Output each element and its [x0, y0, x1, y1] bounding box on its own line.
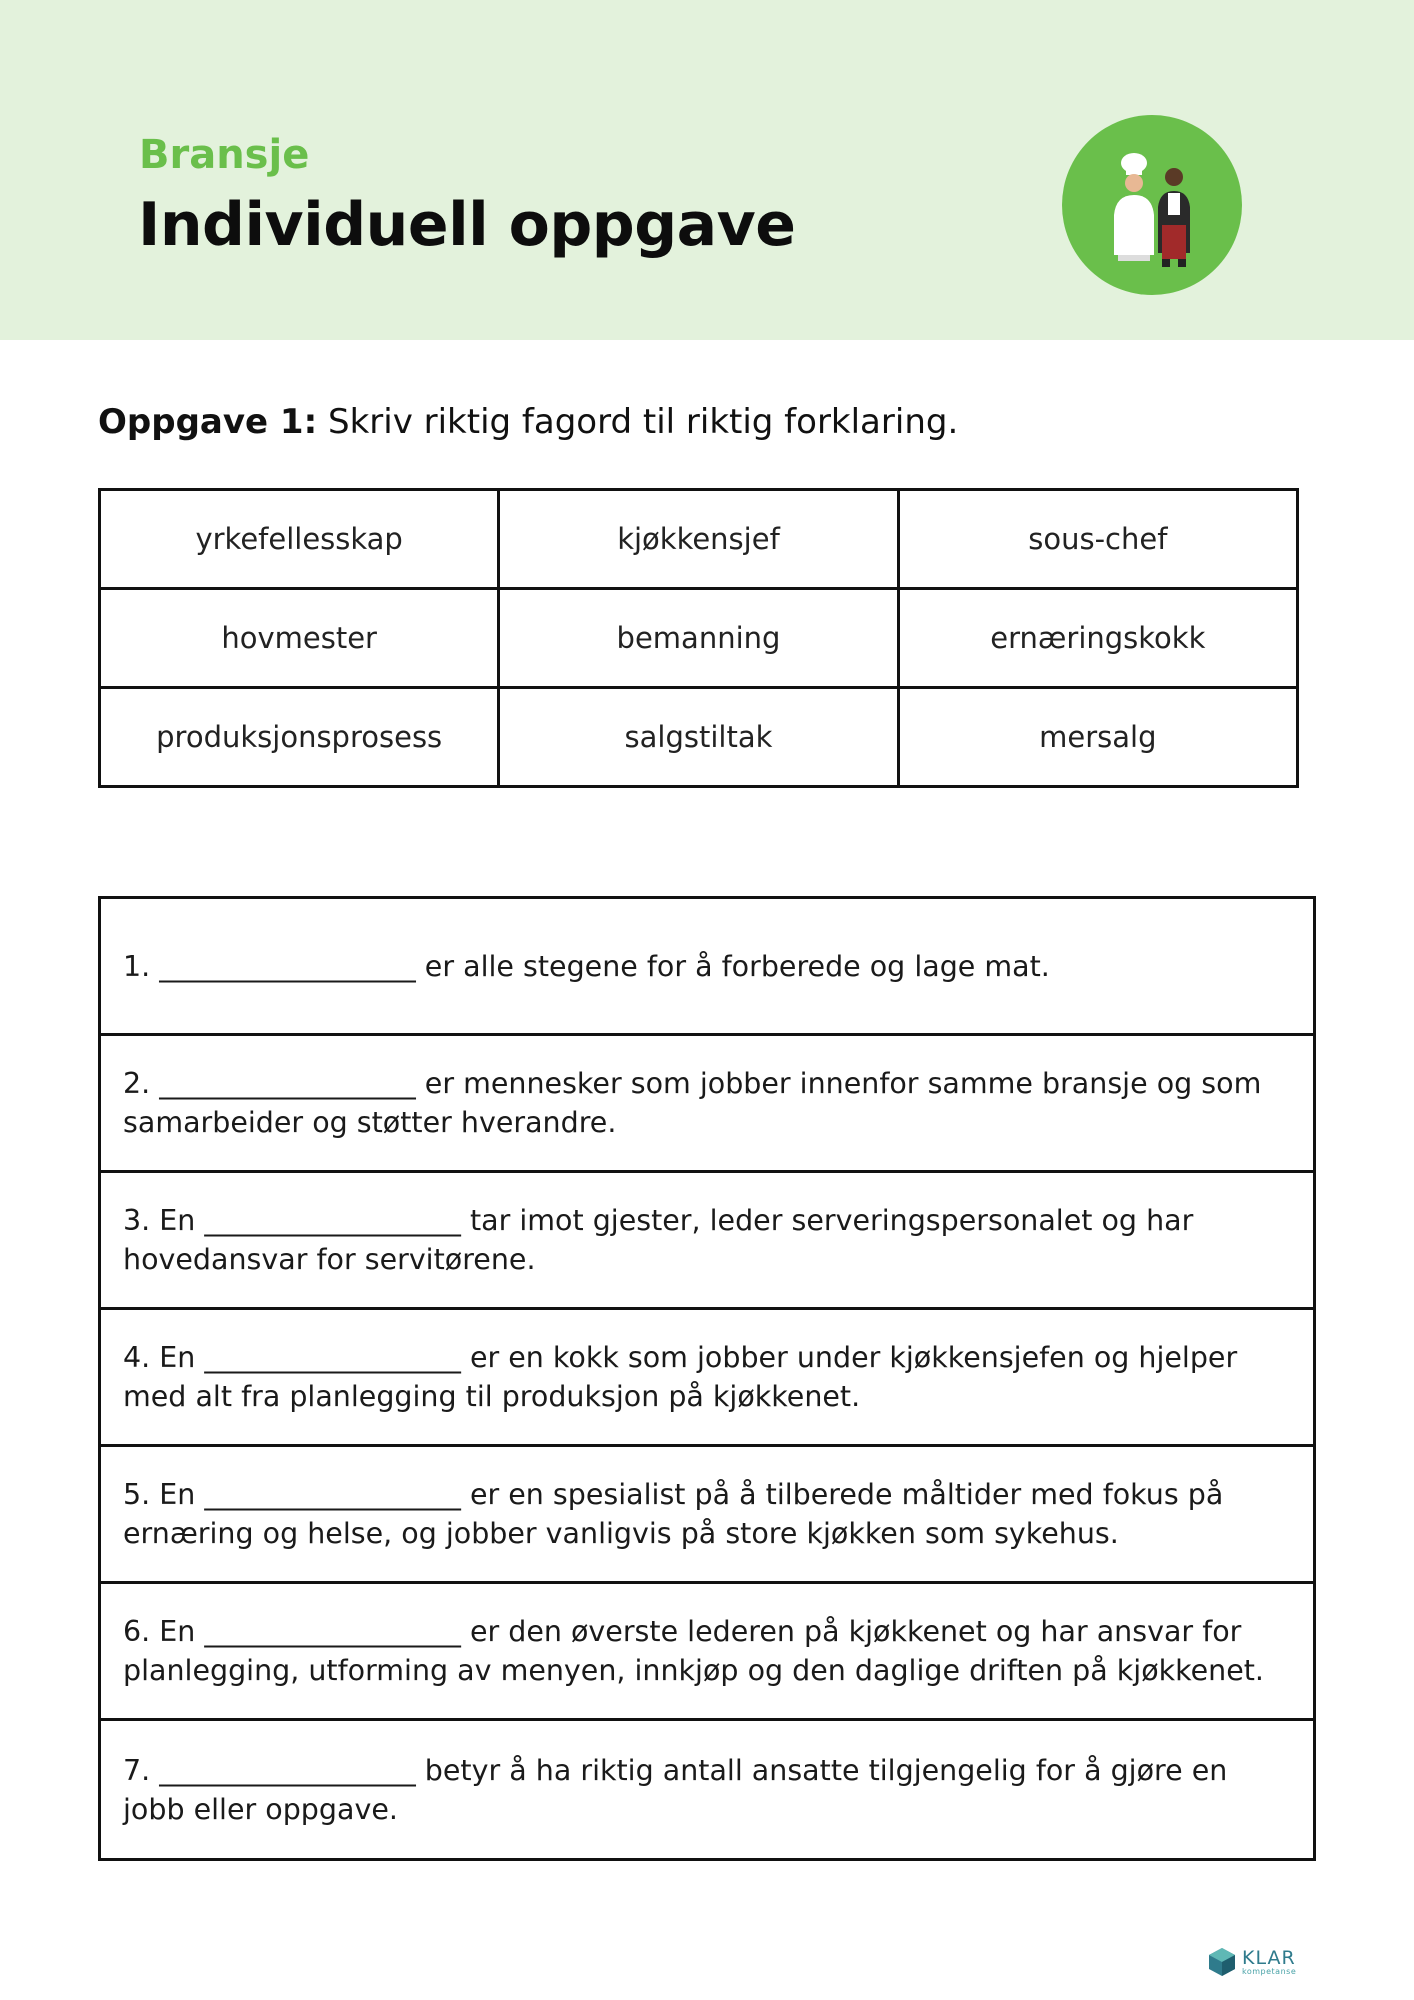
klar-logo	[1208, 1945, 1296, 1979]
question-text: 2. __________________ er mennesker som jobber innenfor samme bransje og som samarbeider og støtter hverandre.	[123, 1067, 1271, 1139]
word-bank-cell: kjøkkensjef	[499, 490, 898, 589]
task-label: Oppgave 1:	[98, 402, 318, 442]
header-banner	[0, 0, 1414, 340]
task-instruction	[98, 402, 958, 442]
question-row	[101, 1036, 1313, 1173]
word-bank-cell: salgstiltak	[499, 688, 898, 787]
logo-name: KLAR	[1242, 1946, 1296, 1969]
word-bank-cell: bemanning	[499, 589, 898, 688]
word-bank-row	[100, 688, 1298, 787]
questions-table	[98, 896, 1316, 1861]
word-bank-cell: produksjonsprosess	[100, 688, 499, 787]
chef-waiter-illustration	[1062, 115, 1242, 295]
chef-waiter-icon	[1062, 115, 1242, 295]
logo-subtitle: kompetanse	[1242, 1966, 1297, 1976]
page-title: Individuell oppgave	[138, 190, 796, 260]
question-text: 7. __________________ betyr å ha riktig antall ansatte tilgjengelig for å gjøre en jobb eller oppgave.	[123, 1753, 1237, 1826]
word-bank-cell: mersalg	[898, 688, 1297, 787]
word-bank-table	[98, 488, 1299, 788]
question-row	[101, 1310, 1313, 1447]
question-text: 6. En __________________ er den øverste lederen på kjøkkenet og har ansvar for planlegging, utforming av menyen, innkjøp og den daglige driften på kjøkkenet.	[123, 1615, 1264, 1687]
word-bank-cell: ernæringskokk	[898, 589, 1297, 688]
question-text: 3. En __________________ tar imot gjester, leder serveringspersonalet og har hovedansvar for servitørene.	[123, 1204, 1203, 1276]
hexagon-logo-icon	[1208, 1947, 1236, 1977]
question-row	[101, 1173, 1313, 1310]
question-text: 4. En __________________ er en kokk som jobber under kjøkkensjefen og hjelper med alt fra planlegging til produksjon på kjøkkenet.	[123, 1341, 1247, 1413]
logo-wordmark	[1242, 1946, 1297, 1976]
word-bank-row	[100, 589, 1298, 688]
question-row	[101, 899, 1313, 1036]
word-bank-cell: sous-chef	[898, 490, 1297, 589]
word-bank-cell: hovmester	[100, 589, 499, 688]
question-row	[101, 1447, 1313, 1584]
question-row	[101, 1721, 1313, 1858]
subject-label: Bransje	[139, 132, 310, 178]
question-text: 5. En __________________ er en spesialist på å tilberede måltider med fokus på ernæring og helse, og jobber vanligvis på store kjøkken som sykehus.	[123, 1478, 1233, 1550]
question-row	[101, 1584, 1313, 1721]
word-bank-cell: yrkefellesskap	[100, 490, 499, 589]
word-bank-row	[100, 490, 1298, 589]
task-text: Skriv riktig fagord til riktig forklaring.	[317, 402, 959, 442]
question-text: 1. __________________ er alle stegene for å forberede og lage mat.	[123, 949, 1050, 983]
